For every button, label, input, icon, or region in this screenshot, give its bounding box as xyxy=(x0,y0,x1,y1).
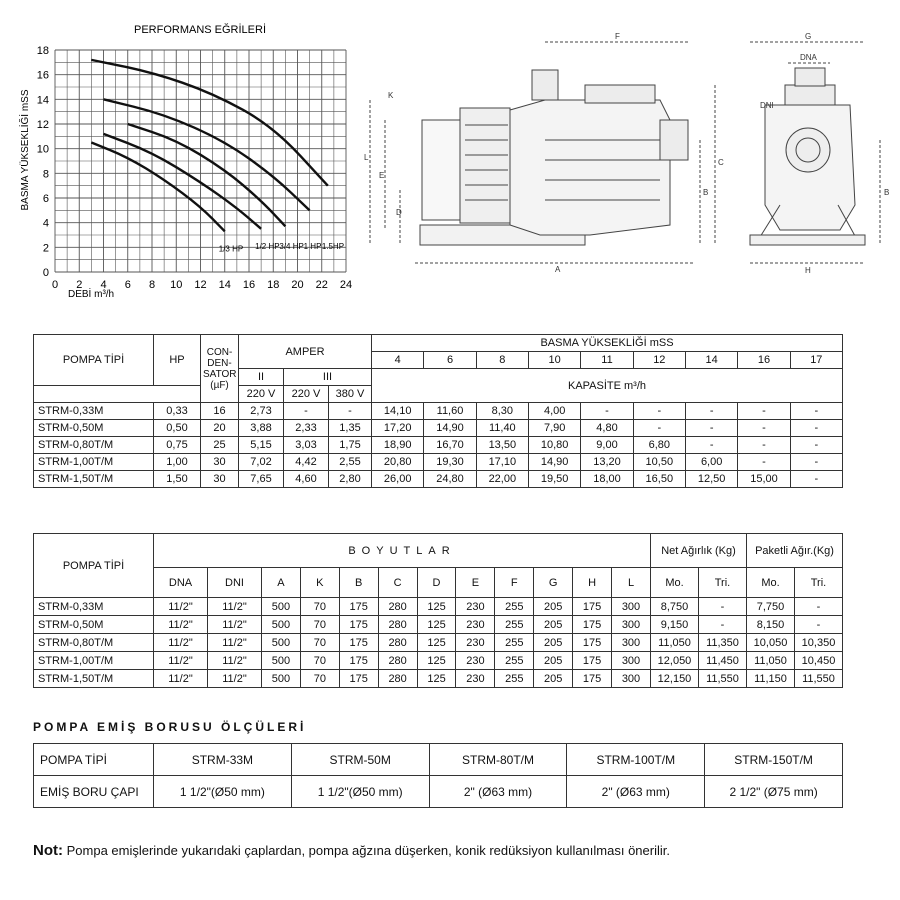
table-cell: 0,33 xyxy=(154,403,201,420)
table-cell: 20 xyxy=(201,420,239,437)
y-tick-label: 12 xyxy=(36,119,49,131)
pump-side-view xyxy=(370,42,715,263)
table-cell: 10,050 xyxy=(747,634,795,652)
table-cell: 0,75 xyxy=(154,437,201,454)
table-cell: STRM-50M xyxy=(291,744,429,776)
table-cell: 255 xyxy=(495,652,534,670)
table-cell: - xyxy=(698,616,746,634)
table-cell: 300 xyxy=(612,598,651,616)
head-6: 6 xyxy=(424,352,476,369)
table-cell: 255 xyxy=(495,634,534,652)
table-cell: 16,50 xyxy=(633,471,685,488)
table-cell: - xyxy=(790,454,842,471)
table-cell: 11/2" xyxy=(208,670,262,688)
volt-220-b: 220 V xyxy=(284,386,329,403)
row-label-cell: POMPA TİPİ xyxy=(34,744,154,776)
table-row xyxy=(34,670,843,688)
volt-380: 380 V xyxy=(329,386,372,403)
table-cell: 11/2" xyxy=(154,652,208,670)
table-cell: 4,42 xyxy=(284,454,329,471)
y-tick-label: 8 xyxy=(42,168,49,181)
y-tick-label: 14 xyxy=(36,94,49,107)
table-cell: 3,88 xyxy=(239,420,284,437)
x-tick-label: 14 xyxy=(218,279,231,291)
performance-table-body xyxy=(34,403,843,488)
table-cell: 2 1/2" (Ø75 mm) xyxy=(705,776,843,808)
suction-pipe-table xyxy=(33,743,843,808)
table-cell: 11,150 xyxy=(747,670,795,688)
table-cell: 17,10 xyxy=(476,454,528,471)
table-cell: 2" (Ø63 mm) xyxy=(429,776,567,808)
dimensions-table xyxy=(33,533,843,688)
table-cell: 125 xyxy=(417,652,456,670)
table-cell: 4,00 xyxy=(529,403,581,420)
table-cell: - xyxy=(329,403,372,420)
table-cell: - xyxy=(795,616,843,634)
table-row xyxy=(34,437,843,454)
note-text: Pompa emişlerinde yukarıdaki çaplardan, pompa ağzına düşerken, konik redüksiyon kullanılması önerilir. xyxy=(63,843,670,858)
table-cell: 230 xyxy=(456,598,495,616)
table-cell: 500 xyxy=(262,634,301,652)
x-tick-label: 12 xyxy=(194,279,207,291)
table-cell: 125 xyxy=(417,598,456,616)
table-cell: 11/2" xyxy=(208,634,262,652)
table-cell: 70 xyxy=(300,670,339,688)
row-label-cell: EMİŞ BORU ÇAPI xyxy=(34,776,154,808)
table-cell: 2,80 xyxy=(329,471,372,488)
row-model-cell: STRM-1,50T/M xyxy=(34,670,154,688)
row-model-cell: STRM-1,00T/M xyxy=(34,454,154,471)
table-cell: 13,50 xyxy=(476,437,528,454)
dimensions-table-body xyxy=(34,598,843,688)
head-10: 10 xyxy=(529,352,581,369)
dim-label-b-side: B xyxy=(703,188,709,197)
series-line-4 xyxy=(91,60,327,186)
table-cell: 30 xyxy=(201,454,239,471)
table-cell: 230 xyxy=(456,652,495,670)
header-paketli-agirlik: Paketli Ağır.(Kg) xyxy=(747,534,843,568)
header-blank xyxy=(34,386,201,403)
table-cell: 4,80 xyxy=(581,420,633,437)
table-row xyxy=(34,744,843,776)
table-cell: - xyxy=(685,420,737,437)
table-cell: 8,150 xyxy=(747,616,795,634)
y-tick-label: 4 xyxy=(42,217,49,230)
table-cell: 30 xyxy=(201,471,239,488)
table-cell: 1,00 xyxy=(154,454,201,471)
table-cell: 11,050 xyxy=(650,634,698,652)
dimensions-columns xyxy=(34,568,843,598)
table-cell: 12,150 xyxy=(650,670,698,688)
cond-line-4: (µF) xyxy=(210,379,229,391)
x-tick-label: 20 xyxy=(291,279,304,291)
table-cell: 11,050 xyxy=(747,652,795,670)
series-line-2 xyxy=(128,124,286,226)
table-cell: - xyxy=(581,403,633,420)
table-cell: 205 xyxy=(534,670,573,688)
column-header: DNA xyxy=(154,568,208,598)
y-tick-label: 16 xyxy=(36,69,49,82)
table-cell: 7,750 xyxy=(747,598,795,616)
table-cell: 300 xyxy=(612,670,651,688)
table-cell: 6,80 xyxy=(633,437,685,454)
table-cell: 205 xyxy=(534,634,573,652)
table-cell: - xyxy=(738,403,790,420)
table-cell: 7,65 xyxy=(239,471,284,488)
table-cell: 125 xyxy=(417,616,456,634)
table-cell: 14,90 xyxy=(529,454,581,471)
column-header: C xyxy=(378,568,417,598)
table-cell: 175 xyxy=(573,652,612,670)
dim-label-f: F xyxy=(615,32,620,41)
header-hp: HP xyxy=(154,335,201,386)
y-tick-label: 2 xyxy=(42,242,49,255)
table-cell: 6,00 xyxy=(685,454,737,471)
table-cell: 10,350 xyxy=(795,634,843,652)
amper-iii: III xyxy=(284,369,372,386)
table-cell: 500 xyxy=(262,670,301,688)
table-cell: 280 xyxy=(378,634,417,652)
x-tick-label: 16 xyxy=(242,279,256,291)
series-line-3 xyxy=(104,99,310,210)
row-model-cell: STRM-0,80T/M xyxy=(34,437,154,454)
chart-title: PERFORMANS EĞRİLERİ xyxy=(133,24,267,36)
row-model-cell: STRM-1,50T/M xyxy=(34,471,154,488)
table-row xyxy=(34,652,843,670)
table-cell: 300 xyxy=(612,616,651,634)
table-cell: 175 xyxy=(339,634,378,652)
table-cell: 175 xyxy=(339,616,378,634)
table-cell: - xyxy=(790,420,842,437)
table-cell: 11,40 xyxy=(476,420,528,437)
table-row xyxy=(34,776,843,808)
series-label-4: 1.5HP xyxy=(321,241,345,251)
table-cell: 9,150 xyxy=(650,616,698,634)
table-cell: - xyxy=(633,403,685,420)
column-header: B xyxy=(339,568,378,598)
table-cell: 175 xyxy=(573,598,612,616)
x-tick-label: 6 xyxy=(124,279,131,291)
x-tick-label: 4 xyxy=(100,279,107,291)
column-header: Mo. xyxy=(747,568,795,598)
note-label: Not: xyxy=(33,842,63,859)
y-tick-label: 6 xyxy=(42,193,49,205)
table-cell: 16,70 xyxy=(424,437,476,454)
dim-label-dna: DNA xyxy=(800,53,817,62)
head-12: 12 xyxy=(633,352,685,369)
table-cell: 125 xyxy=(417,670,456,688)
table-cell: 280 xyxy=(378,652,417,670)
table-cell: - xyxy=(698,598,746,616)
table-row xyxy=(34,420,843,437)
x-tick-label: 18 xyxy=(267,279,280,291)
table-cell: 13,20 xyxy=(581,454,633,471)
series-label-1: 1/2 HP xyxy=(255,241,280,251)
y-tick-label: 18 xyxy=(36,45,49,57)
column-header: Tri. xyxy=(698,568,746,598)
table-cell: 255 xyxy=(495,670,534,688)
table-cell: 1,35 xyxy=(329,420,372,437)
table-cell: 2" (Ø63 mm) xyxy=(567,776,705,808)
table-cell: 70 xyxy=(300,634,339,652)
table-row xyxy=(34,598,843,616)
cond-line-1: CON- xyxy=(206,346,233,358)
dim-label-g: G xyxy=(805,32,812,41)
chart-series-labels xyxy=(219,242,344,253)
head-16: 16 xyxy=(738,352,790,369)
table-cell: 205 xyxy=(534,652,573,670)
table-cell: 11/2" xyxy=(154,670,208,688)
table-cell: STRM-100T/M xyxy=(567,744,705,776)
table-cell: 70 xyxy=(300,616,339,634)
table-cell: 10,50 xyxy=(633,454,685,471)
pump-drawings xyxy=(360,30,900,280)
table-cell: 10,80 xyxy=(529,437,581,454)
table-row xyxy=(34,403,843,420)
row-model-cell: STRM-0,50M xyxy=(34,420,154,437)
dim-label-c: C xyxy=(718,158,724,167)
table-cell: 230 xyxy=(456,616,495,634)
table-cell: 500 xyxy=(262,616,301,634)
table-cell: - xyxy=(738,454,790,471)
table-cell: 14,90 xyxy=(424,420,476,437)
x-tick-label: 0 xyxy=(51,279,59,291)
table-cell: 11/2" xyxy=(208,652,262,670)
table-cell: 175 xyxy=(573,670,612,688)
column-header: Tri. xyxy=(795,568,843,598)
cond-line-3: SATOR xyxy=(203,368,237,380)
table-cell: STRM-33M xyxy=(154,744,292,776)
head-8: 8 xyxy=(476,352,528,369)
x-tick-label: 10 xyxy=(170,279,183,291)
header-kapasite: KAPASİTE m³/h xyxy=(372,369,843,403)
table-cell: 280 xyxy=(378,616,417,634)
dim-label-d: D xyxy=(396,208,402,217)
table-cell: 11/2" xyxy=(154,634,208,652)
column-header: DNI xyxy=(208,568,262,598)
table-cell: - xyxy=(790,437,842,454)
table-cell: 3,03 xyxy=(284,437,329,454)
table-cell: 11,550 xyxy=(698,670,746,688)
table-cell: 15,00 xyxy=(738,471,790,488)
head-4: 4 xyxy=(372,352,424,369)
row-model-cell: STRM-0,50M xyxy=(34,616,154,634)
table-cell: 12,050 xyxy=(650,652,698,670)
table-cell: 70 xyxy=(300,598,339,616)
table-cell: 7,90 xyxy=(529,420,581,437)
table-cell: 205 xyxy=(534,598,573,616)
table-cell: 5,15 xyxy=(239,437,284,454)
table-cell: 16 xyxy=(201,403,239,420)
header-basma: BASMA YÜKSEKLİĞİ mSS xyxy=(372,335,843,352)
table-cell: 14,10 xyxy=(372,403,424,420)
x-tick-label: 22 xyxy=(315,279,328,291)
table-cell: 255 xyxy=(495,616,534,634)
table-cell: 1 1/2"(Ø50 mm) xyxy=(291,776,429,808)
table-cell: 17,20 xyxy=(372,420,424,437)
chart-ticks xyxy=(37,45,352,291)
header-pompa-tipi-2: POMPA TİPİ xyxy=(34,534,154,598)
table-cell: - xyxy=(790,403,842,420)
column-header: A xyxy=(262,568,301,598)
table-cell: 25 xyxy=(201,437,239,454)
row-model-cell: STRM-0,80T/M xyxy=(34,634,154,652)
series-label-2: 3/4 HP xyxy=(279,241,304,251)
table-cell: 4,60 xyxy=(284,471,329,488)
header-net-agirlik: Net Ağırlık (Kg) xyxy=(650,534,746,568)
table-row xyxy=(34,454,843,471)
volt-220-a: 220 V xyxy=(239,386,284,403)
row-model-cell: STRM-0,33M xyxy=(34,403,154,420)
table-cell: 125 xyxy=(417,634,456,652)
column-header: Mo. xyxy=(650,568,698,598)
table-cell: 175 xyxy=(339,670,378,688)
table-cell: 255 xyxy=(495,598,534,616)
table-row xyxy=(34,616,843,634)
series-label-3: 1 HP xyxy=(303,241,322,251)
table-row xyxy=(34,634,843,652)
table-cell: 8,750 xyxy=(650,598,698,616)
x-tick-label: 2 xyxy=(76,279,83,291)
table-row xyxy=(34,471,843,488)
table-cell: 20,80 xyxy=(372,454,424,471)
table-cell: 11/2" xyxy=(208,616,262,634)
table-cell: 500 xyxy=(262,598,301,616)
head-17: 17 xyxy=(790,352,842,369)
table-cell: - xyxy=(685,403,737,420)
table-cell: - xyxy=(738,420,790,437)
x-tick-label: 8 xyxy=(148,279,156,291)
table-cell: - xyxy=(790,471,842,488)
table-cell: 175 xyxy=(573,634,612,652)
cond-line-2: DEN- xyxy=(207,357,232,369)
table-cell: 300 xyxy=(612,652,651,670)
series-label-0: 1/3 HP xyxy=(218,244,244,254)
chart-grid xyxy=(55,50,346,272)
table-cell: 12,50 xyxy=(685,471,737,488)
table-cell: 2,33 xyxy=(284,420,329,437)
dim-label-dni: DNI xyxy=(760,101,774,110)
table-cell: 11/2" xyxy=(208,598,262,616)
performance-chart xyxy=(0,0,360,310)
table-cell: 280 xyxy=(378,598,417,616)
table-cell: 175 xyxy=(339,652,378,670)
column-header: K xyxy=(300,568,339,598)
head-11: 11 xyxy=(581,352,633,369)
dim-label-b-front: B xyxy=(884,188,890,197)
performance-table xyxy=(33,334,843,488)
amper-ii: II xyxy=(239,369,284,386)
table-cell: 11,550 xyxy=(795,670,843,688)
table-cell: 175 xyxy=(339,598,378,616)
head-14: 14 xyxy=(685,352,737,369)
row-model-cell: STRM-0,33M xyxy=(34,598,154,616)
column-header: F xyxy=(495,568,534,598)
dim-label-h: H xyxy=(805,266,811,275)
table-cell: - xyxy=(795,598,843,616)
header-condensator xyxy=(201,335,239,403)
footnote xyxy=(33,842,670,859)
column-header: L xyxy=(612,568,651,598)
table-cell: 175 xyxy=(573,616,612,634)
table-cell: STRM-150T/M xyxy=(705,744,843,776)
table-cell: 11/2" xyxy=(154,616,208,634)
table-cell: - xyxy=(685,437,737,454)
pump-front-view xyxy=(750,42,880,263)
table-cell: 8,30 xyxy=(476,403,528,420)
table-cell: 205 xyxy=(534,616,573,634)
table-cell: 11/2" xyxy=(154,598,208,616)
header-amper: AMPER xyxy=(239,335,372,369)
y-tick-label: 10 xyxy=(36,143,49,156)
table-cell: STRM-80T/M xyxy=(429,744,567,776)
table-cell: - xyxy=(738,437,790,454)
table-cell: 18,90 xyxy=(372,437,424,454)
column-header: H xyxy=(573,568,612,598)
chart-series xyxy=(91,60,327,231)
header-boyutlar: BOYUTLAR xyxy=(154,534,651,568)
table-cell: 1 1/2"(Ø50 mm) xyxy=(154,776,292,808)
column-header: E xyxy=(456,568,495,598)
table-cell: 7,02 xyxy=(239,454,284,471)
table-cell: 11,450 xyxy=(698,652,746,670)
table-cell: 280 xyxy=(378,670,417,688)
table-cell: 230 xyxy=(456,634,495,652)
table-cell: 500 xyxy=(262,652,301,670)
dim-label-k: K xyxy=(388,91,394,100)
dim-label-e: E xyxy=(379,171,385,180)
x-tick-label: 24 xyxy=(339,279,353,291)
table-cell: 230 xyxy=(456,670,495,688)
column-header: G xyxy=(534,568,573,598)
header-pompa-tipi: POMPA TİPİ xyxy=(34,335,154,386)
row-model-cell: STRM-1,00T/M xyxy=(34,652,154,670)
table-cell: 22,00 xyxy=(476,471,528,488)
table-cell: 24,80 xyxy=(424,471,476,488)
y-axis-label: BASMA YÜKSEKLİĞİ mSS xyxy=(20,89,31,211)
table-cell: 1,75 xyxy=(329,437,372,454)
dim-label-l: L xyxy=(364,153,369,162)
table-cell: 19,50 xyxy=(529,471,581,488)
table-cell: 26,00 xyxy=(372,471,424,488)
y-tick-label: 0 xyxy=(42,267,49,279)
table-cell: 19,30 xyxy=(424,454,476,471)
table-cell: 70 xyxy=(300,652,339,670)
table-cell: 10,450 xyxy=(795,652,843,670)
table-cell: 2,73 xyxy=(239,403,284,420)
table-cell: 2,55 xyxy=(329,454,372,471)
column-header: D xyxy=(417,568,456,598)
table-cell: 11,60 xyxy=(424,403,476,420)
dim-label-a: A xyxy=(555,265,561,274)
table-cell: 300 xyxy=(612,634,651,652)
table-cell: - xyxy=(284,403,329,420)
x-axis-label: DEBİ m³/h xyxy=(68,289,115,300)
table-cell: 0,50 xyxy=(154,420,201,437)
suction-pipe-title: POMPA EMİŞ BORUSU ÖLÇÜLERİ xyxy=(33,720,307,734)
table-cell: 11,350 xyxy=(698,634,746,652)
table-cell: 9,00 xyxy=(581,437,633,454)
table-cell: 18,00 xyxy=(581,471,633,488)
table-cell: - xyxy=(633,420,685,437)
table-cell: 1,50 xyxy=(154,471,201,488)
